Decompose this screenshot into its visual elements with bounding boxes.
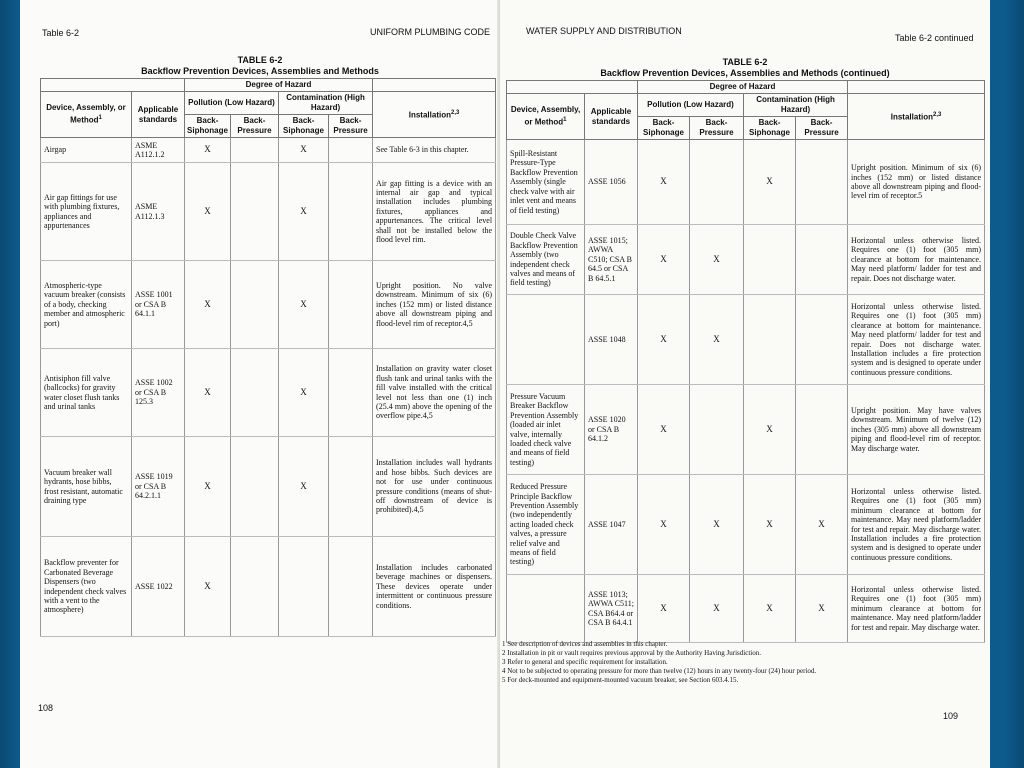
standard-cell: ASSE 1047	[585, 475, 638, 575]
contamination-backsiphonage-cell: X	[279, 349, 329, 437]
contamination-backsiphonage-cell: X	[744, 140, 796, 225]
right-running-header: Table 6-2 continued	[895, 33, 974, 43]
pollution-backpressure-cell	[231, 261, 279, 349]
contamination-backpressure-cell	[329, 163, 373, 261]
installation-column-header: Installation$^{2,3}$	[373, 92, 496, 138]
table-row	[507, 575, 985, 643]
pollution-backpressure-cell: X	[690, 575, 744, 643]
right-page	[500, 0, 990, 768]
contamination-backsiphonage-cell: X	[744, 385, 796, 475]
standards-column-header: Applicable standards	[585, 94, 638, 140]
footnote: 2 Installation in pit or vault requires previous approval by the Authority Having Jurisdiction.	[502, 649, 761, 657]
pollution-backpressure-cell: X	[690, 225, 744, 295]
pollution-backsiphonage-cell: X	[185, 437, 231, 537]
device-cell: Air gap fittings for use with plumbing fixtures, appliances and appurtenances	[41, 163, 132, 261]
pollution-backpressure-cell	[231, 138, 279, 163]
device-cell: Spill-Resistant Pressure-Type Backflow Prevention Assembly (single check valve with air inlet vent and means of field testing)	[507, 140, 585, 225]
pollution-backsiphonage-cell: X	[638, 575, 690, 643]
right-page-number: 109	[943, 711, 959, 721]
installation-cell: Upright position. No valve downstream. Minimum of six (6) inches (152 mm) or listed distance above all downstream piping and flood-level rim of receptor.4,5	[373, 261, 496, 349]
left-table-number: TABLE 6-2	[237, 55, 283, 65]
standard-cell: ASSE 1048	[585, 295, 638, 385]
table-row	[507, 225, 985, 295]
contamination-backsiphonage-cell: X	[744, 475, 796, 575]
pollution-backsiphonage-cell: X	[638, 385, 690, 475]
pollution-backsiphonage-cell: X	[638, 475, 690, 575]
pollution-backsiphonage-cell: X	[185, 163, 231, 261]
installation-cell: Installation includes wall hydrants and hose bibbs. Such devices are not for use under continuous pressure conditions (means of shut-off downstream of device is prohibited).4,5	[373, 437, 496, 537]
pollution-backpressure-cell	[690, 385, 744, 475]
installation-cell: Horizontal unless otherwise listed. Requires one (1) foot (305 mm) minimum clearance at bottom for maintenance. May need platform/ladder for test and repair. May discharge water. Installation includes a fire protection system and is designed to operate under continuous pressure conditions.	[848, 475, 985, 575]
contamination-backsiphonage-cell: X	[279, 437, 329, 537]
contamination-backpressure-cell	[796, 385, 848, 475]
device-cell: Pressure Vacuum Breaker Backflow Prevention Assembly (loaded air inlet valve, internally loaded check valve and means of field testing)	[507, 385, 585, 475]
installation-cell: Installation on gravity water closet flush tank and urinal tanks with the fill valve installed with the critical level not less than one (1) inch (25.4 mm) above the opening of the overflow pipe.4,5	[373, 349, 496, 437]
pollution-backsiphonage-cell: X	[185, 537, 231, 637]
pollution-backsiphonage-cell: X	[185, 138, 231, 163]
device-cell: Vacuum breaker wall hydrants, hose bibbs, frost resistant, automatic draining type	[41, 437, 132, 537]
contamination-backsiphonage-cell	[744, 295, 796, 385]
left-table-body	[41, 138, 496, 637]
left-backflow-table	[40, 78, 496, 637]
left-chapter-header: UNIFORM PLUMBING CODE	[370, 27, 491, 37]
pollution-backpressure-cell: X	[690, 475, 744, 575]
standard-cell: ASSE 1022	[132, 537, 185, 637]
pollution-backpressure-header: Back-Pressure	[231, 115, 279, 138]
standard-cell: ASME A112.1.3	[132, 163, 185, 261]
installation-cell: Upright position. May have valves downstream. Minimum of twelve (12) inches (305 mm) above all downstream piping and flood-level rim of receptor. May discharge water.	[848, 385, 985, 475]
installation-cell: Air gap fitting is a device with an internal air gap and typical installation includes plumbing fixtures, appliances and appurtenances. The critical level shall not be installed below the flood level rim.	[373, 163, 496, 261]
contamination-header: Contamination (High Hazard)	[279, 92, 373, 115]
table-row	[507, 385, 985, 475]
contamination-backpressure-cell	[329, 138, 373, 163]
pollution-header: Pollution (Low Hazard)	[185, 92, 279, 115]
device-cell: Airgap	[41, 138, 132, 163]
contamination-backsiphonage-header: Back-Siphonage	[744, 117, 796, 140]
pollution-backpressure-header: Back-Pressure	[690, 117, 744, 140]
pollution-backpressure-cell	[231, 163, 279, 261]
standard-cell: ASSE 1013; AWWA C511; CSA B64.4 or CSA B 64.4.1	[585, 575, 638, 643]
pollution-backsiphonage-cell: X	[185, 261, 231, 349]
contamination-backpressure-cell	[329, 537, 373, 637]
table-row	[507, 140, 985, 225]
contamination-backpressure-cell	[329, 261, 373, 349]
contamination-backpressure-cell: X	[796, 475, 848, 575]
device-cell	[507, 575, 585, 643]
contamination-backsiphonage-cell: X	[279, 261, 329, 349]
degree-of-hazard-header: Degree of Hazard	[638, 81, 848, 94]
standard-cell: ASME A112.1.2	[132, 138, 185, 163]
pollution-backpressure-cell: X	[690, 295, 744, 385]
device-cell: Atmospheric-type vacuum breaker (consists of a body, checking member and atmospheric port)	[41, 261, 132, 349]
installation-cell: Installation includes carbonated beverage machines or dispensers. These devices operate under intermittent or continuous pressure conditions.	[373, 537, 496, 637]
contamination-backsiphonage-header: Back-Siphonage	[279, 115, 329, 138]
standard-cell: ASSE 1015; AWWA C510; CSA B 64.5 or CSA B 64.5.1	[585, 225, 638, 295]
standard-cell: ASSE 1020 or CSA B 64.1.2	[585, 385, 638, 475]
contamination-backpressure-cell	[329, 349, 373, 437]
device-cell: Antisiphon fill valve (ballcocks) for gravity water closet flush tanks and urinal tanks	[41, 349, 132, 437]
standards-column-header: Applicable standards	[132, 92, 185, 138]
pollution-backpressure-cell	[231, 349, 279, 437]
table-row	[41, 261, 496, 349]
footnote: 1 See description of devices and assemblies in this chapter.	[502, 640, 668, 648]
standard-cell: ASSE 1056	[585, 140, 638, 225]
table-row	[507, 295, 985, 385]
contamination-backsiphonage-cell	[744, 225, 796, 295]
table-row	[41, 138, 496, 163]
device-cell: Reduced Pressure Principle Backflow Prevention Assembly (two independently acting loaded check valves, a pressure relief valve and means of field testing)	[507, 475, 585, 575]
contamination-backsiphonage-cell: X	[279, 138, 329, 163]
pollution-backsiphonage-cell: X	[638, 295, 690, 385]
degree-of-hazard-header: Degree of Hazard	[185, 79, 373, 92]
pollution-backpressure-cell	[690, 140, 744, 225]
pollution-backpressure-cell	[231, 537, 279, 637]
installation-cell: Upright position. Minimum of six (6) inches (152 mm) or listed distance above all downstream piping and flood-level rim of receptor.5	[848, 140, 985, 225]
contamination-header: Contamination (High Hazard)	[744, 94, 848, 117]
table-row	[41, 163, 496, 261]
installation-cell: Horizontal unless otherwise listed. Requires one (1) foot (305 mm) clearance at bottom for maintenance. May need platform/ ladder for test and repair. Does not discharge water. Installation includes a fire protection system and is designed to operate under continuous pressure conditions.	[848, 295, 985, 385]
left-running-header: Table 6-2	[42, 28, 80, 38]
standard-cell: ASSE 1001 or CSA B 64.1.1	[132, 261, 185, 349]
device-cell	[507, 295, 585, 385]
device-cell: Backflow preventer for Carbonated Beverage Dispensers (two independent check valves with a vent to the atmosphere)	[41, 537, 132, 637]
contamination-backsiphonage-cell: X	[744, 575, 796, 643]
pollution-backsiphonage-header: Back-Siphonage	[185, 115, 231, 138]
contamination-backpressure-header: Back-Pressure	[329, 115, 373, 138]
installation-column-header: Installation$^{2,3}$	[848, 94, 985, 140]
contamination-backpressure-cell: X	[796, 575, 848, 643]
contamination-backsiphonage-cell: X	[279, 163, 329, 261]
contamination-backpressure-cell	[329, 437, 373, 537]
right-table-body	[507, 140, 985, 643]
right-chapter-header: WATER SUPPLY AND DISTRIBUTION	[526, 26, 682, 36]
right-table-number: TABLE 6-2	[722, 57, 768, 67]
contamination-backpressure-cell	[796, 295, 848, 385]
right-table-title: Backflow Prevention Devices, Assemblies and Methods (continued)	[600, 68, 890, 78]
device-column-header: Device, Assembly, or Method$^1$	[41, 92, 132, 138]
installation-cell: See Table 6-3 in this chapter.	[373, 138, 496, 163]
pollution-backsiphonage-cell: X	[638, 225, 690, 295]
right-backflow-table	[506, 80, 985, 643]
installation-cell: Horizontal unless otherwise listed. Requires one (1) foot (305 mm) minimum clearance at bottom for maintenance. May need platform/ladder for test and repair. May discharge water.	[848, 575, 985, 643]
pollution-header: Pollution (Low Hazard)	[638, 94, 744, 117]
standard-cell: ASSE 1002 or CSA B 125.3	[132, 349, 185, 437]
device-cell: Double Check Valve Backflow Prevention Assembly (two independent check valves and means of field testing)	[507, 225, 585, 295]
contamination-backpressure-cell	[796, 225, 848, 295]
contamination-backpressure-cell	[796, 140, 848, 225]
pollution-backsiphonage-cell: X	[638, 140, 690, 225]
pollution-backpressure-cell	[231, 437, 279, 537]
device-column-header: Device, Assembly, or Method$^1$	[507, 94, 585, 140]
left-table-title: Backflow Prevention Devices, Assemblies and Methods	[141, 66, 379, 76]
footnote: 3 Refer to general and specific requirement for installation.	[502, 658, 668, 666]
footnotes	[502, 640, 816, 685]
contamination-backpressure-header: Back-Pressure	[796, 117, 848, 140]
left-page-number: 108	[38, 703, 54, 713]
table-row	[41, 349, 496, 437]
table-row	[507, 475, 985, 575]
pollution-backsiphonage-header: Back-Siphonage	[638, 117, 690, 140]
contamination-backsiphonage-cell	[279, 537, 329, 637]
left-page	[20, 0, 500, 768]
pollution-backsiphonage-cell: X	[185, 349, 231, 437]
table-row	[41, 537, 496, 637]
footnote: 5 For deck-mounted and equipment-mounted vacuum breaker, see Section 603.4.15.	[502, 676, 739, 684]
standard-cell: ASSE 1019 or CSA B 64.2.1.1	[132, 437, 185, 537]
footnote: 4 Not to be subjected to operating pressure for more than twelve (12) hours in any twenty-four (24) hour period.	[502, 667, 817, 675]
table-row	[41, 437, 496, 537]
installation-cell: Horizontal unless otherwise listed. Requires one (1) foot (305 mm) clearance at bottom for maintenance. May need platform/ ladder for test and repair. Does not discharge water.	[848, 225, 985, 295]
